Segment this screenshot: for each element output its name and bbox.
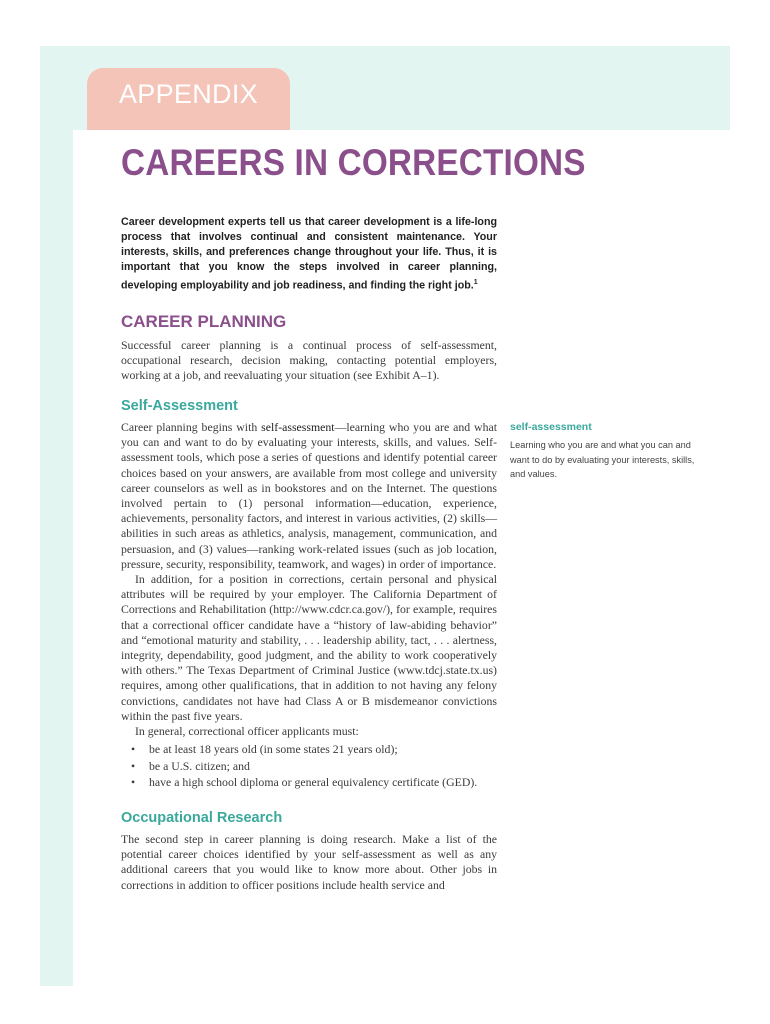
heading-self-assessment: Self-Assessment	[121, 398, 238, 414]
intro-paragraph	[121, 215, 497, 294]
occupational-research-paragraph: The second step in career planning is doing research. Make a list of the potential career choices identified by your self-assessment as well as any additional careers that you would like to know more about. Other jobs in corrections in addition to officer positions include health service and	[121, 832, 497, 892]
requirements-list	[131, 741, 511, 791]
appendix-tab	[87, 68, 290, 130]
heading-career-planning: CAREER PLANNING	[121, 312, 287, 331]
sidebar-term: self-assessment	[510, 421, 592, 433]
list-item: • have a high school diploma or general equivalency certificate (GED).	[131, 774, 511, 791]
self-assessment-paragraph-2: In addition, for a position in corrections, certain personal and physical attributes will be required by your employer. The California Department of Corrections and Rehabilitation (http://www.cdcr.ca.gov/), for example, requires that a correctional officer candidate have a “history of law-abiding behavior” and “emotional maturity and stability, . . . leadership ability, tact, . . . alertness, integrity, dependability, good judgment, and the ability to work cooperatively with others.” The Texas Department of Criminal Justice (www.tdcj.state.tx.us) requires, among other qualifications, that in addition to not having any felony convictions, candidates not have had Class A or B misdemeanor convictions within the past five years.	[121, 572, 497, 723]
p1-lead: Career planning begins with	[121, 420, 262, 434]
occupational-research-text	[121, 832, 497, 893]
term-self-assessment: self-assessment	[261, 420, 335, 434]
left-margin-band	[40, 130, 73, 986]
heading-occupational-research: Occupational Research	[121, 810, 283, 826]
career-planning-text	[121, 338, 497, 384]
p1-rest: —learning who you are and what you can and want to do by evaluating your interests, skills, and values. Self-assessment tools, which pose a series of questions and identify potential career choices based on your answers, are available from most college and university career counselors as well as in bookstores and on the Internet. The questions involved pertain to (1) personal information—education, experience, achievements, personality factors, and interest in various activities, (2) skills—abilities in such areas as athletics, analysis, management, communication, and persuasion, and (3) values—ranking work-related issues (such as job location, pressure, security, responsibility, teamwork, and wages) in order of importance.	[121, 420, 497, 571]
list-item: • be at least 18 years old (in some states 21 years old);	[131, 741, 511, 758]
intro-text: Career development experts tell us that career development is a life-long process that involves continual and consistent maintenance. Your interests, skills, and preferences change throughout your life. Thus, it is important that you know the steps involved in career planning, developing employability and job readiness, and finding the right job.	[121, 216, 497, 292]
career-planning-paragraph: Successful career planning is a continual process of self-assessment, occupational research, decision making, contacting potential employers, working at a job, and reevaluating your situation (see Exhibit A–1).	[121, 338, 497, 383]
intro-footnote: 1	[473, 279, 478, 286]
page-title: CAREERS IN CORRECTIONS	[121, 142, 586, 183]
list-item: • be a U.S. citizen; and	[131, 758, 511, 775]
sidebar-definition: Learning who you are and what you can and want to do by evaluating your interests, skills, and values.	[510, 440, 695, 479]
appendix-label: APPENDIX	[119, 79, 258, 109]
self-assessment-text	[121, 420, 497, 739]
self-assessment-paragraph-1	[121, 420, 497, 572]
self-assessment-paragraph-3: In general, correctional officer applicants must:	[135, 724, 359, 739]
